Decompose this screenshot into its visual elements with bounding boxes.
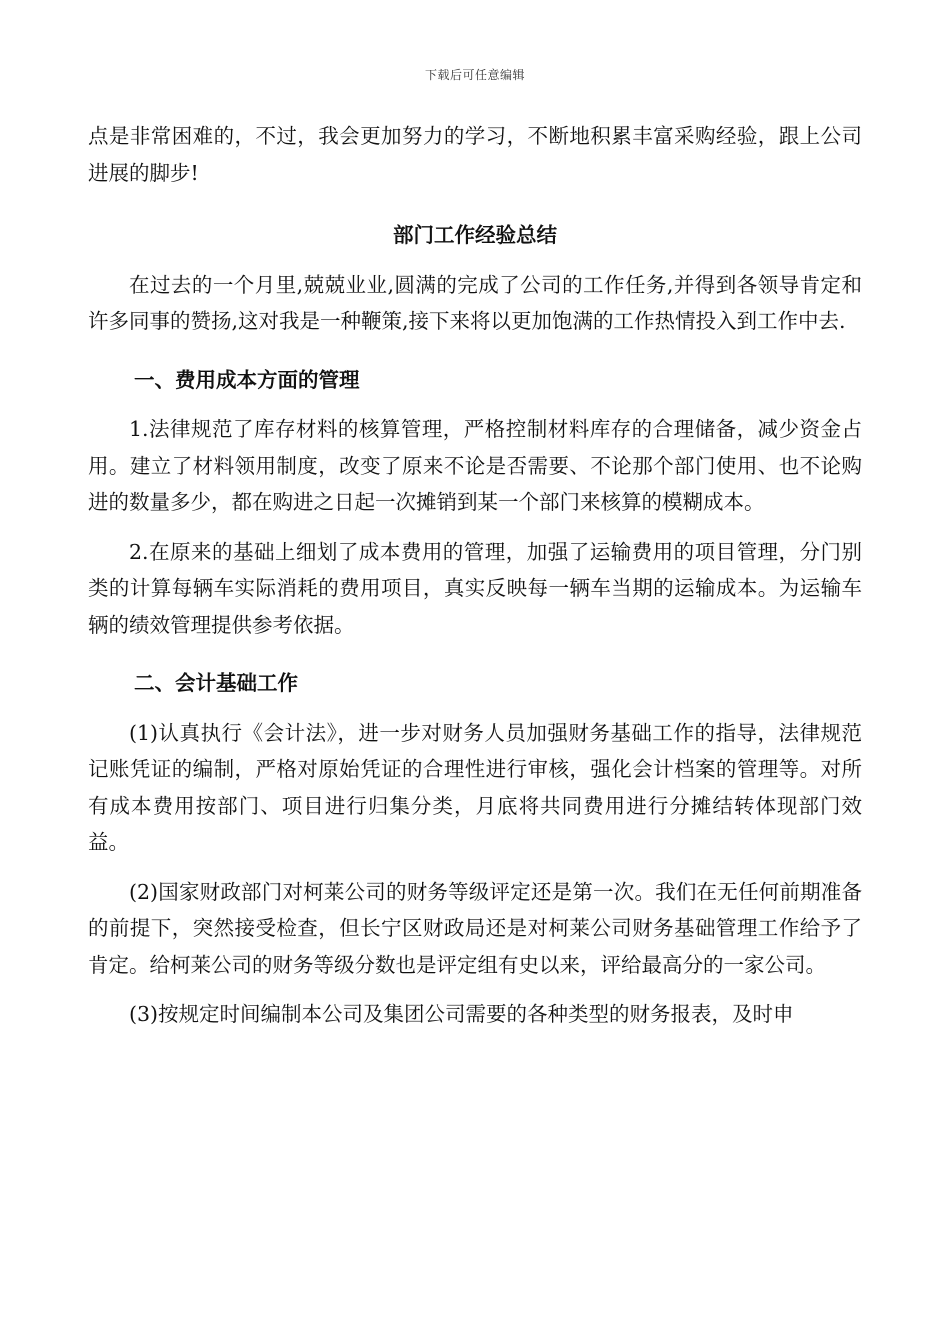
section-heading-accounting: 二、会计基础工作 bbox=[134, 671, 298, 695]
document-title: 部门工作经验总结 bbox=[393, 223, 557, 247]
paragraph-accounting-3: (3)按规定时间编制本公司及集团公司需要的各种类型的财务报表，及时申 bbox=[129, 1002, 794, 1026]
paragraph-accounting-1: (1)认真执行《会计法》，进一步对财务人员加强财务基础工作的指导，法律规范记账凭证的编制，严格对原始凭证的合理性进行审核，强化会计档案的管理等。对所有成本费用按部门、项目进行归集分类，月底将共同费用进行分摊结转体现部门效益。 bbox=[88, 720, 862, 854]
document-body bbox=[88, 118, 862, 1033]
paragraph-accounting-2: (2)国家财政部门对柯莱公司的财务等级评定还是第一次。我们在无任何前期准备的前提下，突然接受检查，但长宁区财政局还是对柯莱公司财务基础管理工作给予了肯定。给柯莱公司的财务等级分数也是评定组有史以来，评给最高分的一家公司。 bbox=[88, 879, 862, 977]
section-heading-cost: 一、费用成本方面的管理 bbox=[134, 367, 360, 392]
page-header: 下载后可任意编辑 bbox=[424, 68, 525, 82]
paragraph-cost-2: 2.在原来的基础上细划了成本费用的管理，加强了运输费用的项目管理，分门别类的计算每辆车实际消耗的费用项目，真实反映每一辆车当期的运输成本。为运输车辆的绩效管理提供参考依据。 bbox=[88, 539, 862, 637]
intro-paragraph: 在过去的一个月里,兢兢业业,圆满的完成了公司的工作任务,并得到各领导肯定和许多同事的赞扬,这对我是一种鞭策,接下来将以更加饱满的工作热情投入到工作中去. bbox=[88, 272, 862, 333]
continuation-paragraph: 点是非常困难的，不过，我会更加努力的学习，不断地积累丰富采购经验，跟上公司进展的脚步! bbox=[88, 124, 862, 185]
paragraph-cost-1: 1.法律规范了库存材料的核算管理，严格控制材料库存的合理储备，减少资金占用。建立了材料领用制度，改变了原来不论是否需要、不论那个部门使用、也不论购进的数量多少，都在购进之日起一次摊销到某一个部门来核算的模糊成本。 bbox=[88, 417, 862, 514]
